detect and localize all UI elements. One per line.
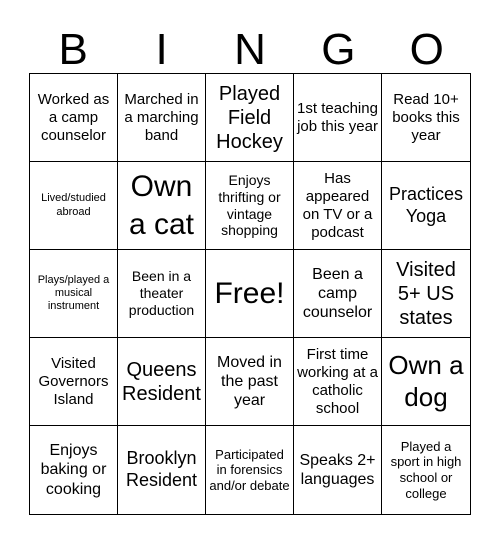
bingo-cell[interactable]: Queens Resident bbox=[118, 338, 206, 426]
header-letter-n: N bbox=[234, 25, 266, 74]
bingo-grid bbox=[29, 73, 471, 515]
bingo-cell[interactable]: Moved in the past year bbox=[206, 338, 294, 426]
header-letter-i: I bbox=[155, 25, 168, 74]
bingo-cell[interactable]: Been in a theater production bbox=[118, 250, 206, 338]
bingo-cell[interactable]: Speaks 2+ languages bbox=[294, 426, 382, 514]
bingo-cell-free[interactable]: Free! bbox=[206, 250, 294, 338]
bingo-cell[interactable]: Participated in forensics and/or debate bbox=[206, 426, 294, 514]
bingo-cell[interactable]: 1st teaching job this year bbox=[294, 74, 382, 162]
bingo-cell[interactable]: Own a dog bbox=[382, 338, 470, 426]
bingo-cell[interactable]: Plays/played a musical instrument bbox=[30, 250, 118, 338]
header-letter-g: G bbox=[321, 25, 356, 74]
header-letter-o: O bbox=[409, 25, 444, 74]
bingo-cell[interactable]: Visited 5+ US states bbox=[382, 250, 470, 338]
bingo-cell[interactable]: Worked as a camp counselor bbox=[30, 74, 118, 162]
bingo-cell[interactable]: Enjoys baking or cooking bbox=[30, 426, 118, 514]
bingo-cell[interactable]: Been a camp counselor bbox=[294, 250, 382, 338]
bingo-cell[interactable]: Played a sport in high school or college bbox=[390, 438, 462, 501]
bingo-cell[interactable]: Has appeared on TV or a podcast bbox=[294, 162, 382, 250]
bingo-cell[interactable]: Marched in a marching band bbox=[118, 74, 206, 162]
bingo-header bbox=[29, 22, 471, 78]
bingo-cell[interactable]: Own a cat bbox=[118, 162, 206, 250]
bingo-cell[interactable]: First time working at a catholic school bbox=[294, 338, 382, 426]
bingo-cell[interactable]: Visited Governors Island bbox=[30, 338, 118, 426]
bingo-cell[interactable]: Brooklyn Resident bbox=[118, 426, 206, 514]
bingo-cell[interactable]: Read 10+ books this year bbox=[382, 74, 470, 162]
bingo-cell[interactable]: Practices Yoga bbox=[382, 162, 470, 250]
bingo-cell[interactable]: Lived/studied abroad bbox=[30, 162, 118, 250]
bingo-cell[interactable]: Enjoys thrifting or vintage shopping bbox=[206, 162, 294, 250]
header-letter-b: B bbox=[58, 25, 88, 74]
bingo-cell[interactable]: Played Field Hockey bbox=[206, 74, 294, 162]
